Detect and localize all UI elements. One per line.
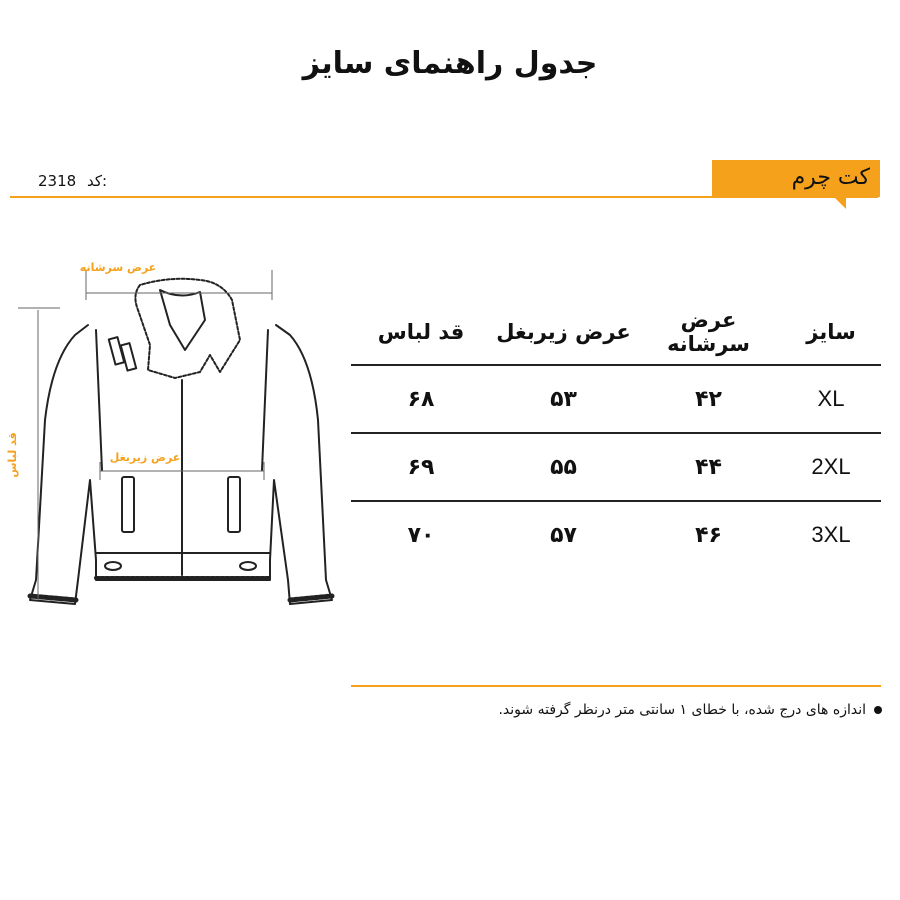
cell-chest-width: ۵۳ [491,365,636,433]
collar-inner [160,290,205,350]
header-chest-width: عرض زیربغل [491,300,636,365]
sleeve-seam [262,330,268,470]
strap-tab [121,343,136,370]
product-code-label: کد: [86,172,108,190]
chest-width-label: عرض زیربغل [109,451,181,464]
tab-notch [834,197,846,209]
cell-shoulder-width: ۴۲ [636,365,781,433]
footer-rule [351,685,881,687]
cell-size: XL [781,365,881,433]
cell-length: ۶۸ [351,365,491,433]
jacket-diagram [0,250,345,615]
table-row [351,365,881,433]
cell-length: ۶۹ [351,433,491,501]
header-rule [10,196,878,198]
waist-buckle [105,562,121,570]
cell-size: 3XL [811,522,851,547]
pocket-left [122,477,134,532]
size-table [351,300,881,568]
bullet-icon [874,706,882,714]
sleeve-seam [96,330,102,470]
header-size: سایز [781,300,881,365]
table-row [351,433,881,501]
fur-cuff-right [290,596,332,600]
table-row [351,501,881,568]
cell-size: 2XL [781,433,881,501]
waist-buckle [240,562,256,570]
header-length: قد لباس [351,300,491,365]
cell-shoulder-width: ۴۴ [636,433,781,501]
measurement-note [498,702,882,718]
cell-chest-width: ۵۷ [550,522,577,548]
size-table-header-row [351,300,881,365]
product-code-value: 2318 [38,172,77,190]
cell-length: ۷۰ [407,522,435,548]
product-name: کت چرم [791,165,870,190]
cell-chest-width: ۵۵ [491,433,636,501]
fur-cuff-left [30,596,76,600]
note-text: اندازه های درج شده، با خطای ۱ سانتی متر درنظر گرفته شوند. [498,702,866,718]
cell-shoulder-width: ۴۶ [695,522,722,548]
pocket-right [228,477,240,532]
product-tab [712,160,880,197]
length-label: قد لباس [6,432,19,478]
page-title: جدول راهنمای سایز [302,46,598,81]
product-code [38,172,107,190]
header-shoulder-width: عرض سرشانه [636,300,781,365]
shoulder-width-label: عرض سرشانه [79,261,157,274]
fur-collar [135,279,240,378]
